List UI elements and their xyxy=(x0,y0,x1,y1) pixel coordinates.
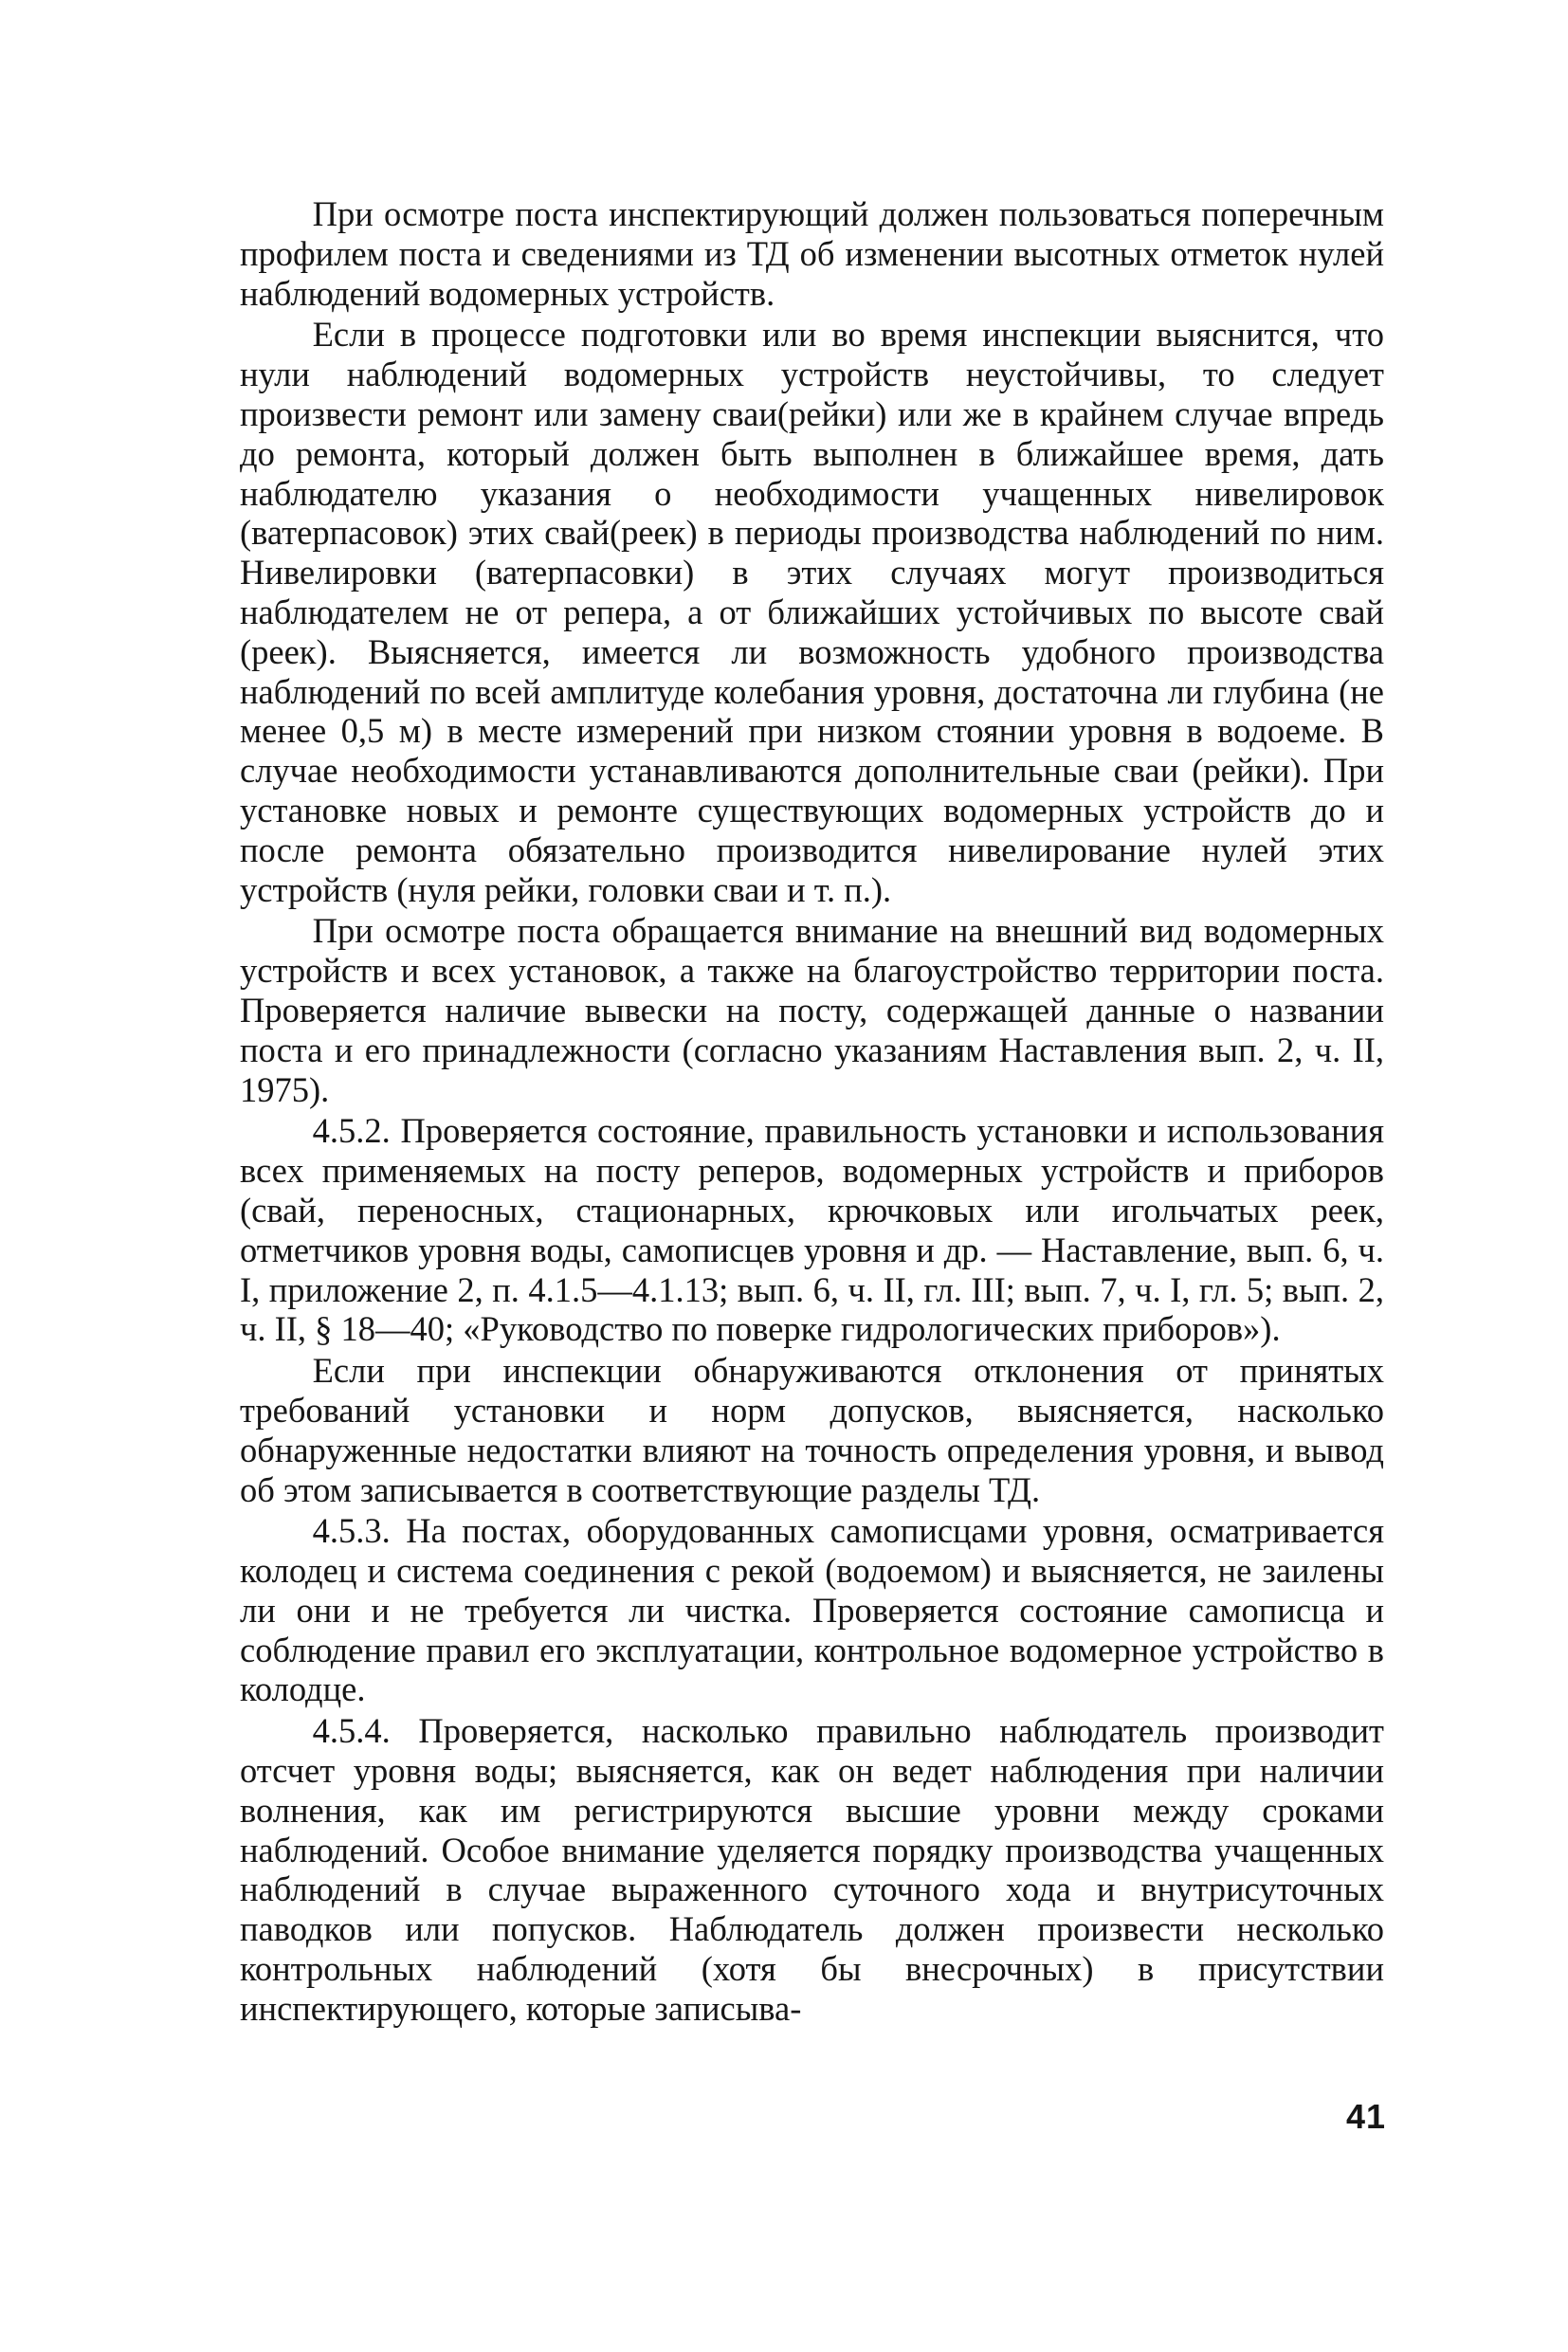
paragraph-1: При осмотре поста инспектирующий должен пользоваться поперечным профилем поста и сведениями из ТД об изменении высотных отметок нулей наблюдений водомерных устройств. xyxy=(240,194,1384,313)
paragraph-4-5-4: 4.5.4. Проверяется, насколько правильно наблюдатель производит отсчет уровня воды; выясняется, как он ведет наблюдения при наличии волнения, как им регистрируются высшие уровни между сроками наблюдений. Особое внимание уделяется порядку производства учащенных наблюдений в случае выраженного суточного хода и внутрисуточных паводков или попусков. Наблюдатель должен произвести несколько контрольных наблюдений (хотя бы внесрочных) в присутствии инспектирующего, которые записыва- xyxy=(240,1711,1384,2028)
paragraph-5: Если при инспекции обнаруживаются отклонения от принятых требований установки и норм допусков, выясняется, насколько обнаруженные недостатки влияют на точность определения уровня, и вывод об этом записывается в соответствующие разделы ТД. xyxy=(240,1351,1384,1509)
paragraph-4-5-3: 4.5.3. На постах, оборудованных самописцами уровня, осматривается колодец и система соединения с рекой (водоемом) и выясняется, не заилены ли они и не требуется ли чистка. Проверяется состояние самописца и соблюдение правил его эксплуатации, контрольное водомерное устройство в колодце. xyxy=(240,1511,1384,1709)
paragraph-4-5-2: 4.5.2. Проверяется состояние, правильность установки и использования всех применяемых на посту реперов, водомерных устройств и приборов (свай, переносных, стационарных, крючковых или игольчатых реек, отметчиков уровня воды, самописцев уровня и др. — Наставление, вып. 6, ч. I, приложение 2, п. 4.1.5—4.1.13; вып. 6, ч. II, гл. III; вып. 7, ч. I, гл. 5; вып. 2, ч. II, § 18—40; «Руководство по поверке гидрологических приборов»). xyxy=(240,1111,1384,1349)
page-body xyxy=(240,194,1384,2029)
paragraph-3: При осмотре поста обращается внимание на внешний вид водомерных устройств и всех установок, а также на благоустройство территории поста. Проверяется наличие вывески на посту, содержащей данные о названии поста и его принадлежности (согласно указаниям Наставления вып. 2, ч. II, 1975). xyxy=(240,911,1384,1109)
page-number: 41 xyxy=(1345,2097,1386,2136)
paragraph-2: Если в процессе подготовки или во время инспекции выяснится, что нули наблюдений водомерных устройств неустойчивы, то следует произвести ремонт или замену сваи(рейки) или же в крайнем случае впредь до ремонта, который должен быть выполнен в ближайшее время, дать наблюдателю указания о необходимости учащенных нивелировок (ватерпасовок) этих свай(реек) в периоды производства наблюдений по ним. Нивелировки (ватерпасовки) в этих случаях могут производиться наблюдателем не от репера, а от ближайших устойчивых по высоте свай (реек). Выясняется, имеется ли возможность удобного производства наблюдений по всей амплитуде колебания уровня, достаточна ли глубина (не менее 0,5 м) в месте измерений при низком стоянии уровня в водоеме. В случае необходимости устанавливаются дополнительные сваи (рейки). При установке новых и ремонте существующих водомерных устройств до и после ремонта обязательно производится нивелирование нулей этих устройств (нуля рейки, головки сваи и т. п.). xyxy=(240,315,1384,909)
